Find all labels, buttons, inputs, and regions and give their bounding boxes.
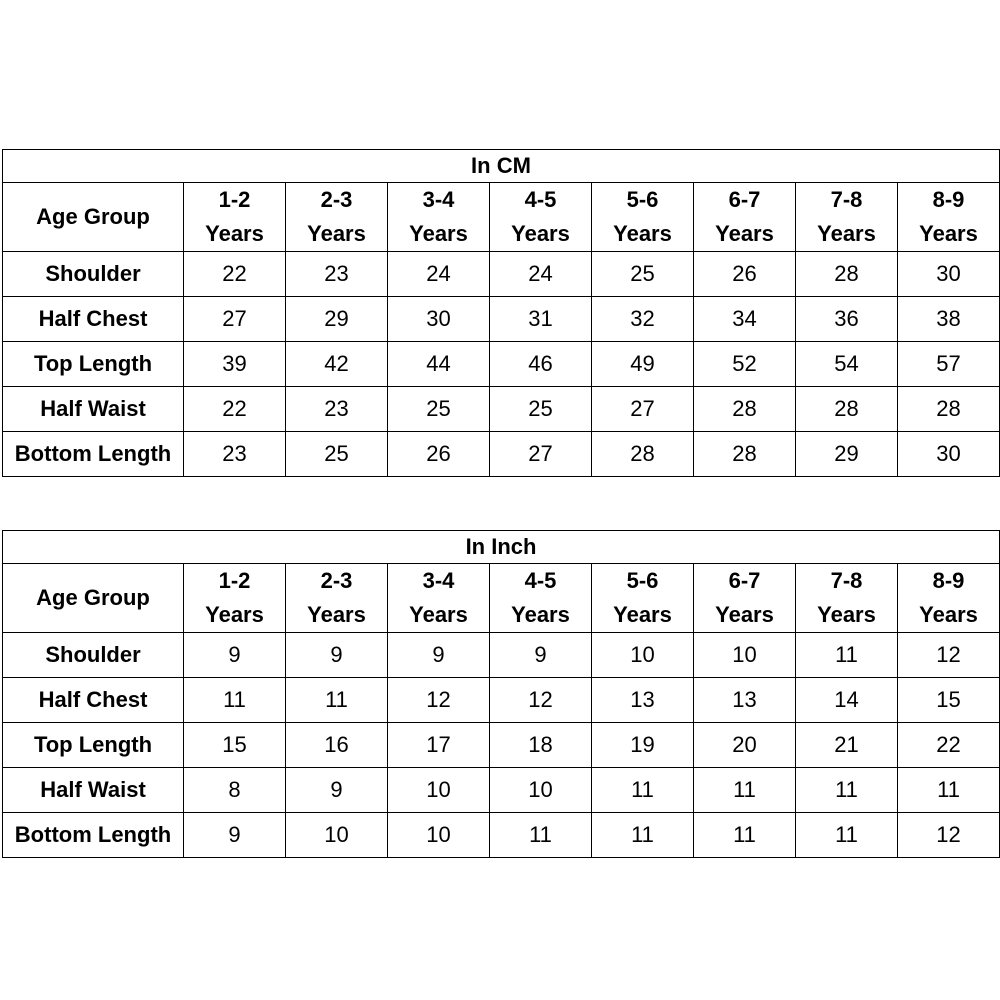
table-cell: 42 xyxy=(286,342,388,387)
table-cell: 46 xyxy=(490,342,592,387)
table-cell: 18 xyxy=(490,723,592,768)
table-cell: 34 xyxy=(694,297,796,342)
table-row xyxy=(3,297,1000,342)
column-header xyxy=(184,183,286,252)
table-cell: 15 xyxy=(184,723,286,768)
column-header xyxy=(184,564,286,633)
table-header-row xyxy=(3,564,1000,633)
table-cell: 24 xyxy=(490,252,592,297)
table-title-row xyxy=(3,150,1000,183)
age-unit: Years xyxy=(919,221,978,246)
column-header xyxy=(796,564,898,633)
age-range: 3-4 xyxy=(422,187,455,212)
table-cell: 10 xyxy=(592,633,694,678)
table-cell: 16 xyxy=(286,723,388,768)
table-cell: 25 xyxy=(286,432,388,477)
age-range: 7-8 xyxy=(830,187,863,212)
column-header xyxy=(898,183,1000,252)
age-unit: Years xyxy=(511,602,570,627)
column-header xyxy=(286,183,388,252)
age-range: 6-7 xyxy=(728,187,761,212)
column-header xyxy=(694,183,796,252)
age-unit: Years xyxy=(613,602,672,627)
table-row xyxy=(3,432,1000,477)
table-cell: 29 xyxy=(796,432,898,477)
column-header xyxy=(286,564,388,633)
table-cell: 22 xyxy=(184,252,286,297)
row-label: Half Waist xyxy=(3,768,184,813)
table-cell: 11 xyxy=(796,633,898,678)
table-cell: 12 xyxy=(898,813,1000,858)
table-cell: 11 xyxy=(184,678,286,723)
table-cell: 28 xyxy=(796,252,898,297)
table-cell: 30 xyxy=(898,432,1000,477)
table-cell: 11 xyxy=(490,813,592,858)
row-label: Half Waist xyxy=(3,387,184,432)
age-range: 3-4 xyxy=(422,568,455,593)
row-label: Bottom Length xyxy=(3,813,184,858)
table-cell: 11 xyxy=(796,768,898,813)
table-cell: 36 xyxy=(796,297,898,342)
table-cell: 19 xyxy=(592,723,694,768)
table-header-row xyxy=(3,183,1000,252)
table-cell: 10 xyxy=(286,813,388,858)
table-cell: 57 xyxy=(898,342,1000,387)
table-cell: 8 xyxy=(184,768,286,813)
age-unit: Years xyxy=(919,602,978,627)
table-row xyxy=(3,813,1000,858)
age-range: 8-9 xyxy=(932,568,965,593)
table-cell: 13 xyxy=(592,678,694,723)
table-title-row xyxy=(3,531,1000,564)
table-cell: 32 xyxy=(592,297,694,342)
column-header xyxy=(898,564,1000,633)
age-unit: Years xyxy=(307,221,366,246)
table-cell: 25 xyxy=(388,387,490,432)
age-range: 6-7 xyxy=(728,568,761,593)
age-unit: Years xyxy=(205,602,264,627)
age-unit: Years xyxy=(409,221,468,246)
table-cell: 17 xyxy=(388,723,490,768)
age-range: 2-3 xyxy=(320,568,353,593)
table-cell: 38 xyxy=(898,297,1000,342)
row-label: Top Length xyxy=(3,723,184,768)
table-row xyxy=(3,252,1000,297)
table-cell: 27 xyxy=(490,432,592,477)
table-cell: 10 xyxy=(490,768,592,813)
column-header xyxy=(694,564,796,633)
table-cell: 14 xyxy=(796,678,898,723)
size-chart-inch-table xyxy=(2,530,1000,858)
table-cell: 25 xyxy=(592,252,694,297)
table-cell: 15 xyxy=(898,678,1000,723)
row-label: Top Length xyxy=(3,342,184,387)
column-header xyxy=(592,564,694,633)
table-cell: 11 xyxy=(592,813,694,858)
column-header xyxy=(796,183,898,252)
age-unit: Years xyxy=(715,221,774,246)
column-header xyxy=(490,564,592,633)
age-range: 4-5 xyxy=(524,568,557,593)
age-range: 2-3 xyxy=(320,187,353,212)
table-cell: 52 xyxy=(694,342,796,387)
age-unit: Years xyxy=(205,221,264,246)
age-range: 1-2 xyxy=(218,568,251,593)
table-cell: 9 xyxy=(286,633,388,678)
table-cell: 21 xyxy=(796,723,898,768)
table-cell: 13 xyxy=(694,678,796,723)
table-cell: 28 xyxy=(694,432,796,477)
table-title: In CM xyxy=(3,150,1000,183)
table-cell: 9 xyxy=(490,633,592,678)
table-cell: 12 xyxy=(388,678,490,723)
table-cell: 26 xyxy=(694,252,796,297)
age-unit: Years xyxy=(817,221,876,246)
age-range: 1-2 xyxy=(218,187,251,212)
age-group-header: Age Group xyxy=(3,564,184,633)
table-cell: 27 xyxy=(592,387,694,432)
table-cell: 22 xyxy=(898,723,1000,768)
age-group-header: Age Group xyxy=(3,183,184,252)
table-cell: 39 xyxy=(184,342,286,387)
table-cell: 12 xyxy=(898,633,1000,678)
table-cell: 11 xyxy=(286,678,388,723)
table-row xyxy=(3,678,1000,723)
table-cell: 11 xyxy=(592,768,694,813)
age-range: 5-6 xyxy=(626,187,659,212)
row-label: Half Chest xyxy=(3,678,184,723)
age-unit: Years xyxy=(817,602,876,627)
age-unit: Years xyxy=(409,602,468,627)
column-header xyxy=(592,183,694,252)
table-cell: 11 xyxy=(898,768,1000,813)
table-cell: 23 xyxy=(286,252,388,297)
table-cell: 22 xyxy=(184,387,286,432)
age-unit: Years xyxy=(511,221,570,246)
table-cell: 30 xyxy=(388,297,490,342)
table-cell: 9 xyxy=(184,813,286,858)
age-unit: Years xyxy=(307,602,366,627)
row-label: Shoulder xyxy=(3,633,184,678)
table-cell: 20 xyxy=(694,723,796,768)
table-cell: 28 xyxy=(592,432,694,477)
table-cell: 30 xyxy=(898,252,1000,297)
row-label: Bottom Length xyxy=(3,432,184,477)
size-chart-cm-table xyxy=(2,149,1000,477)
table-cell: 24 xyxy=(388,252,490,297)
table-cell: 9 xyxy=(286,768,388,813)
table-cell: 12 xyxy=(490,678,592,723)
age-range: 5-6 xyxy=(626,568,659,593)
table-cell: 10 xyxy=(388,768,490,813)
table-cell: 28 xyxy=(796,387,898,432)
table-cell: 23 xyxy=(286,387,388,432)
table-cell: 10 xyxy=(694,633,796,678)
table-cell: 29 xyxy=(286,297,388,342)
column-header xyxy=(388,183,490,252)
table-cell: 9 xyxy=(184,633,286,678)
table-cell: 9 xyxy=(388,633,490,678)
table-cell: 11 xyxy=(796,813,898,858)
column-header xyxy=(388,564,490,633)
table-cell: 31 xyxy=(490,297,592,342)
row-label: Shoulder xyxy=(3,252,184,297)
table-row xyxy=(3,342,1000,387)
table-cell: 10 xyxy=(388,813,490,858)
table-cell: 23 xyxy=(184,432,286,477)
column-header xyxy=(490,183,592,252)
table-title: In Inch xyxy=(3,531,1000,564)
age-unit: Years xyxy=(613,221,672,246)
table-row xyxy=(3,387,1000,432)
age-range: 4-5 xyxy=(524,187,557,212)
table-cell: 27 xyxy=(184,297,286,342)
table-cell: 28 xyxy=(898,387,1000,432)
table-row xyxy=(3,633,1000,678)
table-cell: 44 xyxy=(388,342,490,387)
table-cell: 26 xyxy=(388,432,490,477)
table-cell: 28 xyxy=(694,387,796,432)
table-cell: 49 xyxy=(592,342,694,387)
age-range: 7-8 xyxy=(830,568,863,593)
row-label: Half Chest xyxy=(3,297,184,342)
table-cell: 25 xyxy=(490,387,592,432)
table-cell: 54 xyxy=(796,342,898,387)
table-cell: 11 xyxy=(694,813,796,858)
age-unit: Years xyxy=(715,602,774,627)
table-row xyxy=(3,768,1000,813)
table-row xyxy=(3,723,1000,768)
age-range: 8-9 xyxy=(932,187,965,212)
table-cell: 11 xyxy=(694,768,796,813)
